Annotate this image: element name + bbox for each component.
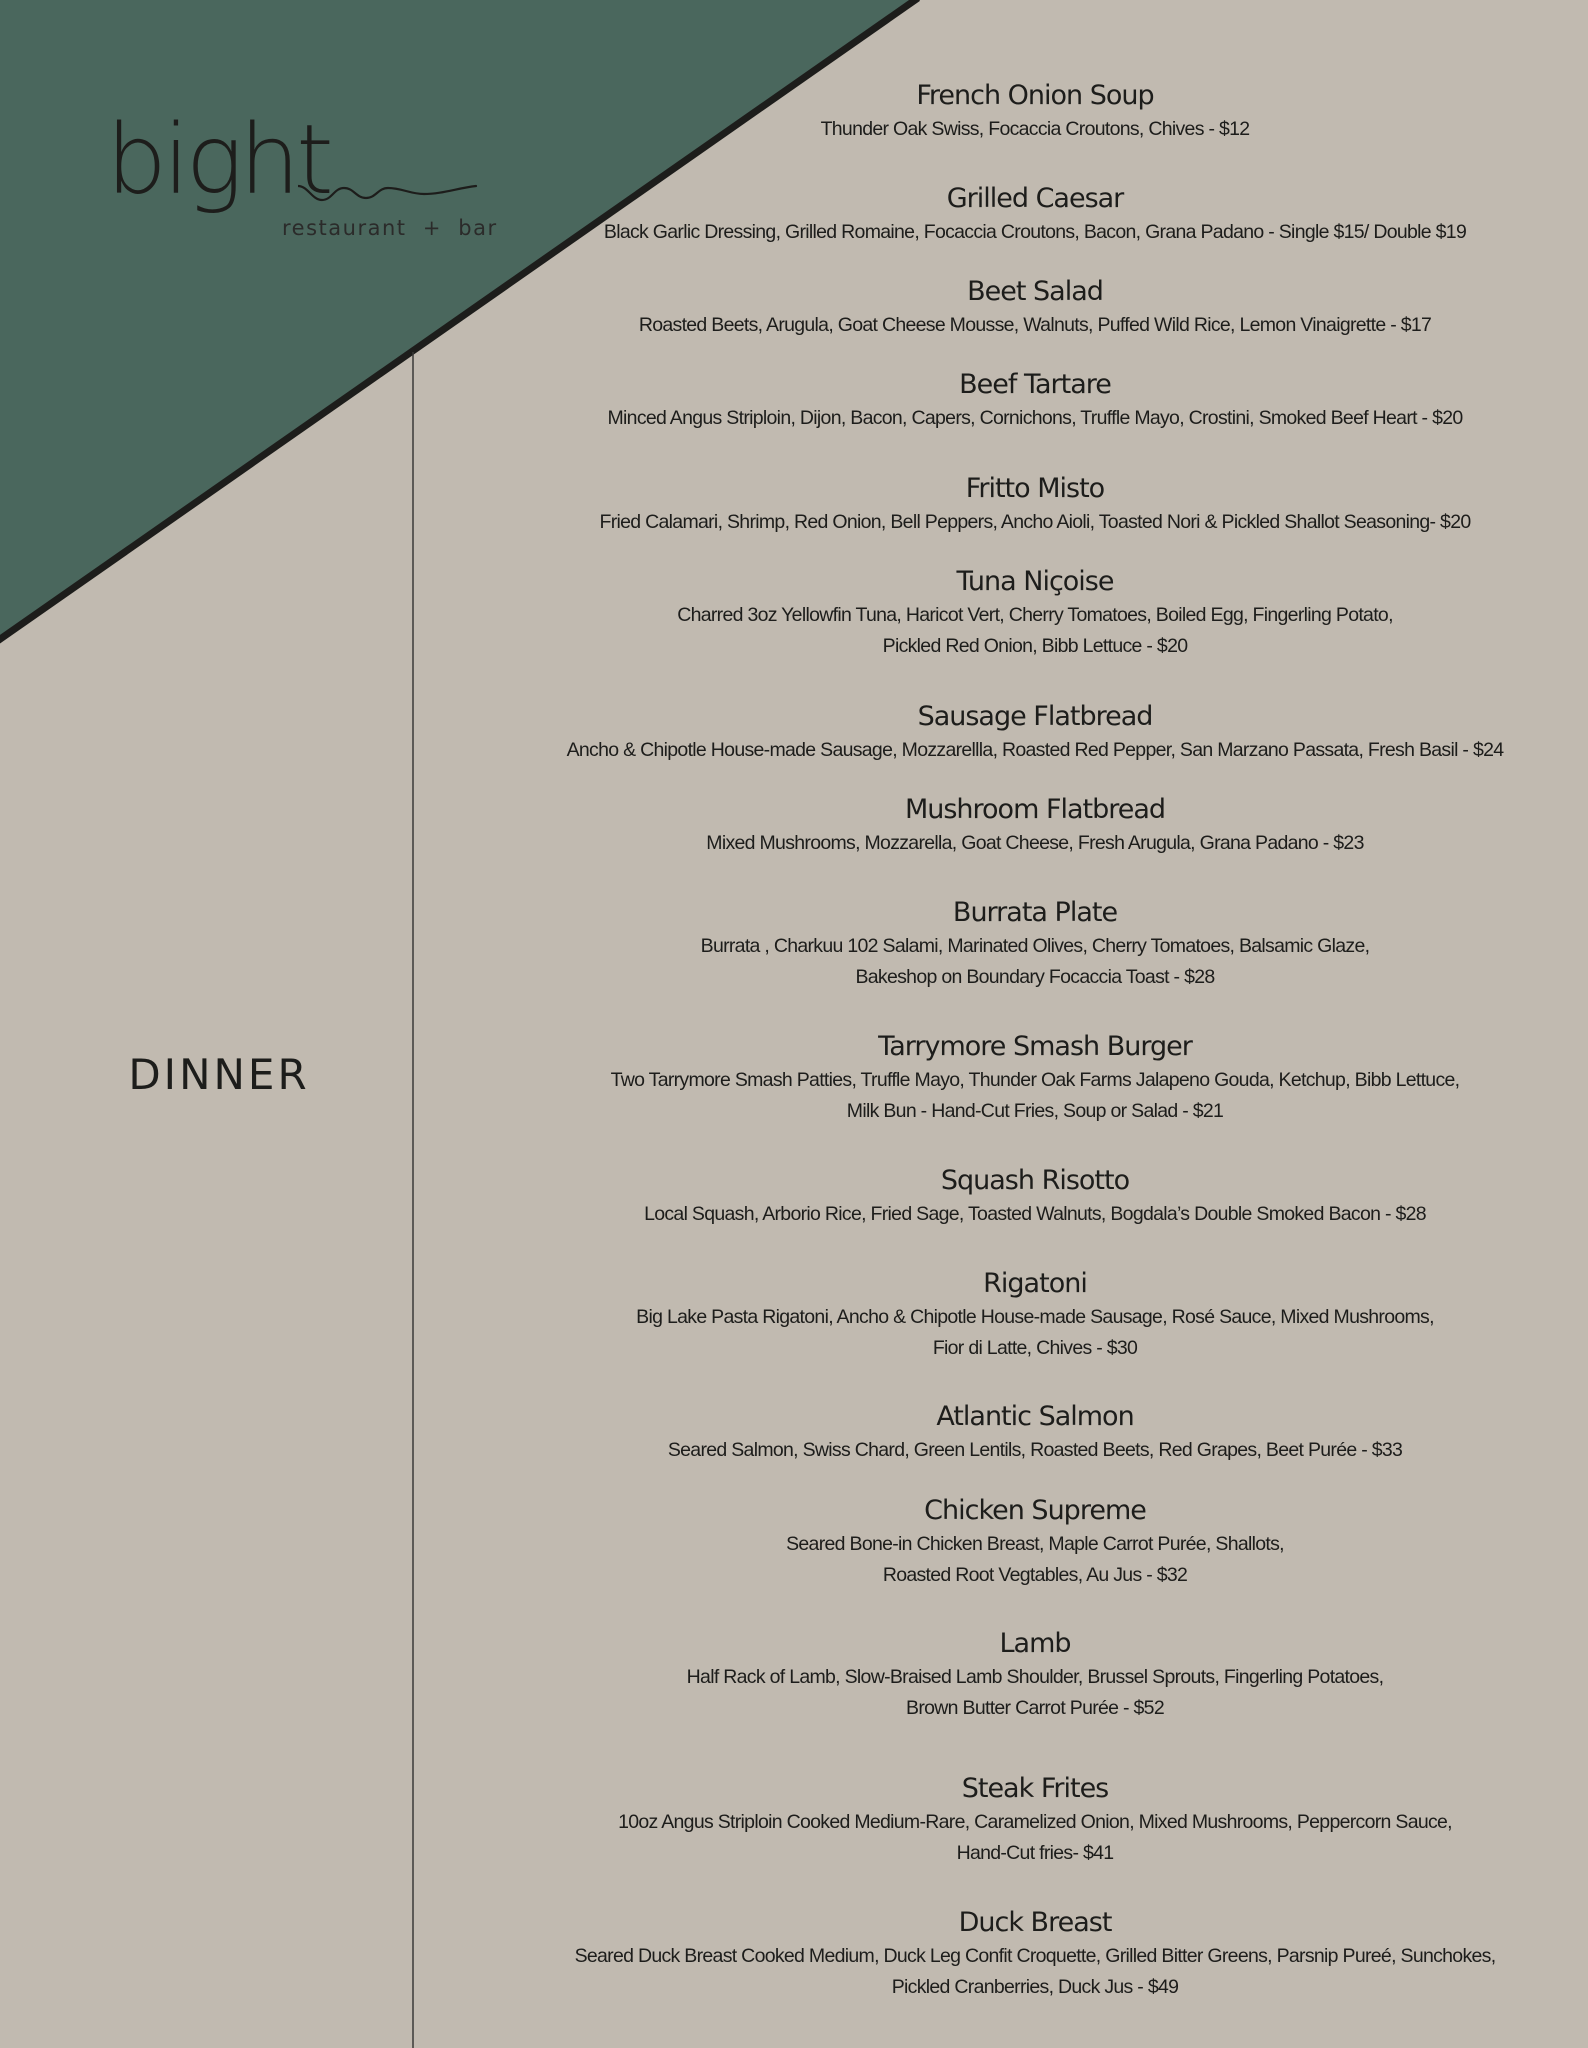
menu-item (520, 181, 1550, 248)
menu-item-name: Rigatoni (983, 1268, 1087, 1299)
menu-item-description: Seared Salmon, Swiss Chard, Green Lentils, Roasted Beets, Red Grapes, Beet Purée - $33 (667, 1439, 1403, 1461)
menu-item (520, 564, 1550, 662)
menu-item-name: Atlantic Salmon (936, 1401, 1134, 1432)
menu-item-description: Pickled Cranberries, Duck Jus - $49 (891, 1976, 1179, 1998)
menu-item-name: Duck Breast (958, 1907, 1112, 1938)
menu-item-description: Charred 3oz Yellowfin Tuna, Haricot Vert, Cherry Tomatoes, Boiled Egg, Fingerling Potato, (677, 604, 1393, 626)
wave-icon (298, 164, 478, 204)
menu-item-description: Fior di Latte, Chives - $30 (932, 1337, 1138, 1359)
menu-item-description: Black Garlic Dressing, Grilled Romaine, Focaccia Croutons, Bacon, Grana Padano - Single $15/ Double $19 (603, 221, 1467, 243)
brand-wordmark: bight (106, 104, 330, 216)
menu-item (520, 1029, 1550, 1127)
menu-item-description: Fried Calamari, Shrimp, Red Onion, Bell Peppers, Ancho Aioli, Toasted Nori & Pickled Shallot Seasoning- $20 (599, 511, 1471, 533)
menu-item-description: Bakeshop on Boundary Focaccia Toast - $28 (855, 966, 1215, 988)
menu-item (520, 895, 1550, 993)
menu-item-name: Squash Risotto (940, 1165, 1130, 1196)
menu-item-description: 10oz Angus Striploin Cooked Medium-Rare, Caramelized Onion, Mixed Mushrooms, Peppercorn Sauce, (618, 1811, 1452, 1833)
brand-tagline: restaurant + bar (282, 216, 498, 240)
menu-item-name: Fritto Misto (965, 473, 1105, 504)
menu-item (520, 367, 1550, 434)
menu-item-description: Two Tarrymore Smash Patties, Truffle Mayo, Thunder Oak Farms Jalapeno Gouda, Ketchup, Bibb Lettuce, (610, 1069, 1460, 1091)
menu-item-description: Roasted Root Vegtables, Au Jus - $32 (882, 1564, 1188, 1586)
menu-item-description: Seared Duck Breast Cooked Medium, Duck Leg Confit Croquette, Grilled Bitter Greens, Parsnip Pureé, Sunchokes, (574, 1945, 1496, 1967)
menu-item-description: Big Lake Pasta Rigatoni, Ancho & Chipotle House-made Sausage, Rosé Sauce, Mixed Mushrooms, (636, 1306, 1434, 1328)
menu-item-name: French Onion Soup (916, 80, 1154, 111)
menu-item (520, 1399, 1550, 1466)
menu-item (520, 1905, 1550, 2003)
menu-item-name: Beef Tartare (959, 369, 1111, 400)
menu-item (520, 1771, 1550, 1869)
menu-item-description: Milk Bun - Hand-Cut Fries, Soup or Salad - $21 (846, 1100, 1224, 1122)
menu-item-name: Tuna Niçoise (956, 566, 1114, 597)
menu-item-name: Lamb (999, 1628, 1071, 1659)
menu-item-name: Sausage Flatbread (917, 701, 1153, 732)
menu-item-name: Steak Frites (961, 1773, 1109, 1804)
menu-item (520, 1493, 1550, 1591)
menu-item (520, 78, 1550, 145)
menu-item-name: Beet Salad (967, 276, 1103, 307)
menu-item-description: Brown Butter Carrot Purée - $52 (906, 1697, 1164, 1719)
menu-item-name: Tarrymore Smash Burger (878, 1031, 1192, 1062)
menu-item (520, 792, 1550, 859)
menu-item-description: Mixed Mushrooms, Mozzarella, Goat Cheese, Fresh Arugula, Grana Padano - $23 (706, 832, 1364, 854)
menu-item (520, 471, 1550, 538)
menu-item-name: Burrata Plate (952, 897, 1118, 928)
menu-item (520, 699, 1550, 766)
section-title: DINNER (128, 1050, 310, 1099)
menu-item-description: Hand-Cut fries- $41 (956, 1842, 1114, 1864)
menu-item-description: Local Squash, Arborio Rice, Fried Sage, Toasted Walnuts, Bogdala’s Double Smoked Bacon - $28 (644, 1203, 1426, 1225)
menu-item (520, 1266, 1550, 1364)
menu-item-description: Half Rack of Lamb, Slow-Braised Lamb Shoulder, Brussel Sprouts, Fingerling Potatoes, (686, 1666, 1384, 1688)
menu-item-description: Minced Angus Striploin, Dijon, Bacon, Capers, Cornichons, Truffle Mayo, Crostini, Smoked Beef Heart - $20 (607, 407, 1463, 429)
menu-item-name: Mushroom Flatbread (904, 794, 1166, 825)
menu-item-name: Grilled Caesar (946, 183, 1124, 214)
menu-item-description: Seared Bone-in Chicken Breast, Maple Carrot Purée, Shallots, (786, 1533, 1284, 1555)
brand-logo (106, 104, 498, 242)
menu-item-description: Ancho & Chipotle House-made Sausage, Mozzarellla, Roasted Red Pepper, San Marzano Passata, Fresh Basil - $24 (566, 739, 1504, 761)
menu-item-description: Roasted Beets, Arugula, Goat Cheese Mousse, Walnuts, Puffed Wild Rice, Lemon Vinaigrette - $17 (638, 314, 1432, 336)
menu-item (520, 274, 1550, 341)
menu-item-name: Chicken Supreme (924, 1495, 1146, 1526)
menu-item-description: Thunder Oak Swiss, Focaccia Croutons, Chives - $12 (820, 118, 1250, 140)
menu-item (520, 1626, 1550, 1724)
menu-item (520, 1163, 1550, 1230)
menu-item-description: Burrata , Charkuu 102 Salami, Marinated Olives, Cherry Tomatoes, Balsamic Glaze, (700, 935, 1370, 957)
menu-item-description: Pickled Red Onion, Bibb Lettuce - $20 (882, 635, 1188, 657)
